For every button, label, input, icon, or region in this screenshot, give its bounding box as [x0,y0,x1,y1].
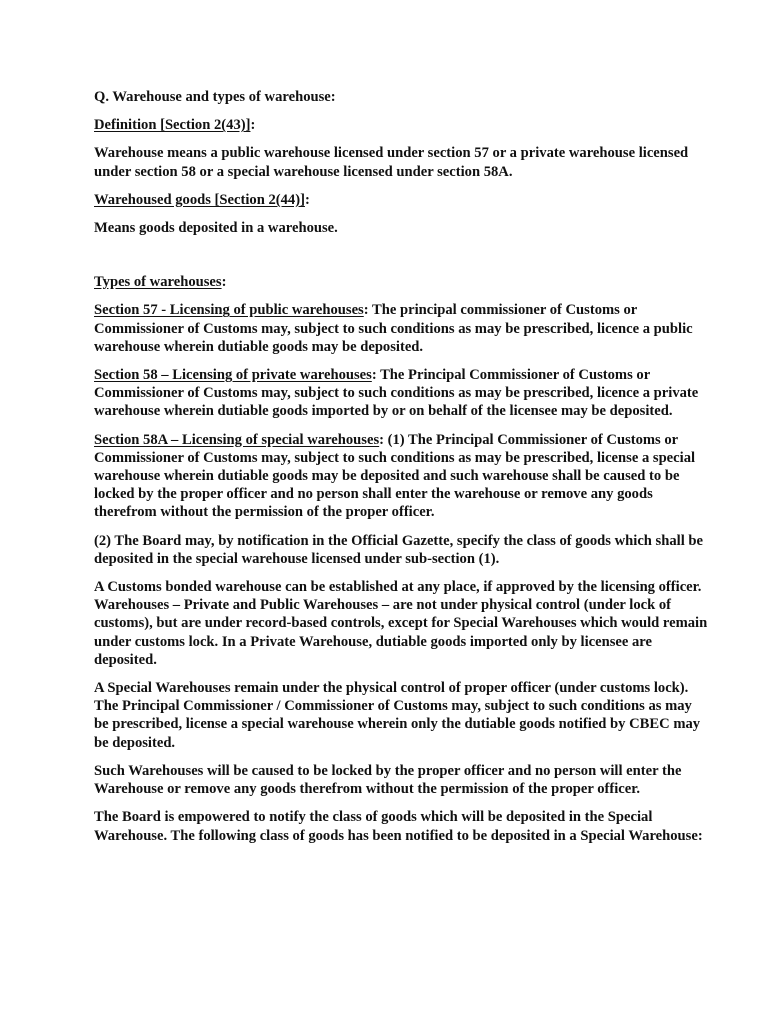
definition-text: Warehouse means a public warehouse licensed under section 57 or a private warehouse licensed under section 58 or a special warehouse licensed under section 58A. [94,145,689,180]
warehoused-goods-heading-colon: : [304,191,310,208]
bonded-warehouse-paragraph: A Customs bonded warehouse can be established at any place, if approved by the licensing officer. Warehouses – Private and Public Warehouses – are not under physical control (under lock of customs), but are under record-based controls, except for Special Warehouses which would remain under customs lock. In a Private Warehouse, dutiable goods imported only by licensee are deposited. [94,579,708,668]
definition-heading-colon: : [250,117,256,134]
definition-heading-label: Definition [Section 2(43)] [94,117,251,134]
types-heading [94,273,708,291]
types-heading-colon: : [221,274,227,291]
warehouse-locked-paragraph: Such Warehouses will be caused to be locked by the proper officer and no person will enter the Warehouse or remove any goods therefrom without the permission of the proper officer. [94,762,682,798]
section-58-text: : The Principal Commissioner of Customs or Commissioner of Customs may, subject to such conditions as may be prescribed, licence a private warehouse wherein dutiable goods imported by or on behalf of the licensee may be deposited. [94,367,699,420]
section-57-text: : The principal commissioner of Customs or Commissioner of Customs may, subject to such conditions as may be prescribed, licence a public warehouse wherein dutiable goods may be deposited. [94,302,693,355]
section-58a-text: : (1) The Principal Commissioner of Customs or Commissioner of Customs may, subject to such conditions as may be prescribed, license a special warehouse wherein dutiable goods may be deposited and such warehouse shall be caused to be locked by the proper officer and no person shall enter the warehouse or remove any goods therefrom without the permission of the proper officer. [94,431,696,521]
question-heading: Q. Warehouse and types of warehouse: [94,89,336,105]
section-58-paragraph [94,366,708,421]
board-empowered-paragraph: The Board is empowered to notify the class of goods which will be deposited in the Special Warehouse. The following class of goods has been notified to be deposited in a Special Warehouse: [94,809,703,844]
special-warehouse-control-paragraph: A Special Warehouses remain under the physical control of proper officer (under customs lock). The Principal Commissioner / Commissioner of Customs may, subject to such conditions as may be prescribed, license a special warehouse wherein only the dutiable goods notified by CBEC may be deposited. [94,680,701,751]
section-57-paragraph [94,301,708,356]
section-58-title: Section 58 – Licensing of private warehouses [94,367,372,384]
warehoused-goods-text: Means goods deposited in a warehouse. [94,220,338,237]
warehoused-goods-heading-label: Warehoused goods [Section 2(44)] [94,191,305,208]
section-58a-paragraph [94,431,708,522]
section-57-title: Section 57 - Licensing of public warehouses [94,302,364,319]
board-specify-paragraph: (2) The Board may, by notification in the Official Gazette, specify the class of goods which shall be deposited in the special warehouse licensed under sub-section (1). [94,532,704,567]
section-58a-title: Section 58A – Licensing of special warehouses [94,431,380,448]
warehoused-goods-heading [94,191,708,209]
types-heading-label: Types of warehouses [94,274,222,291]
definition-heading [94,116,708,134]
